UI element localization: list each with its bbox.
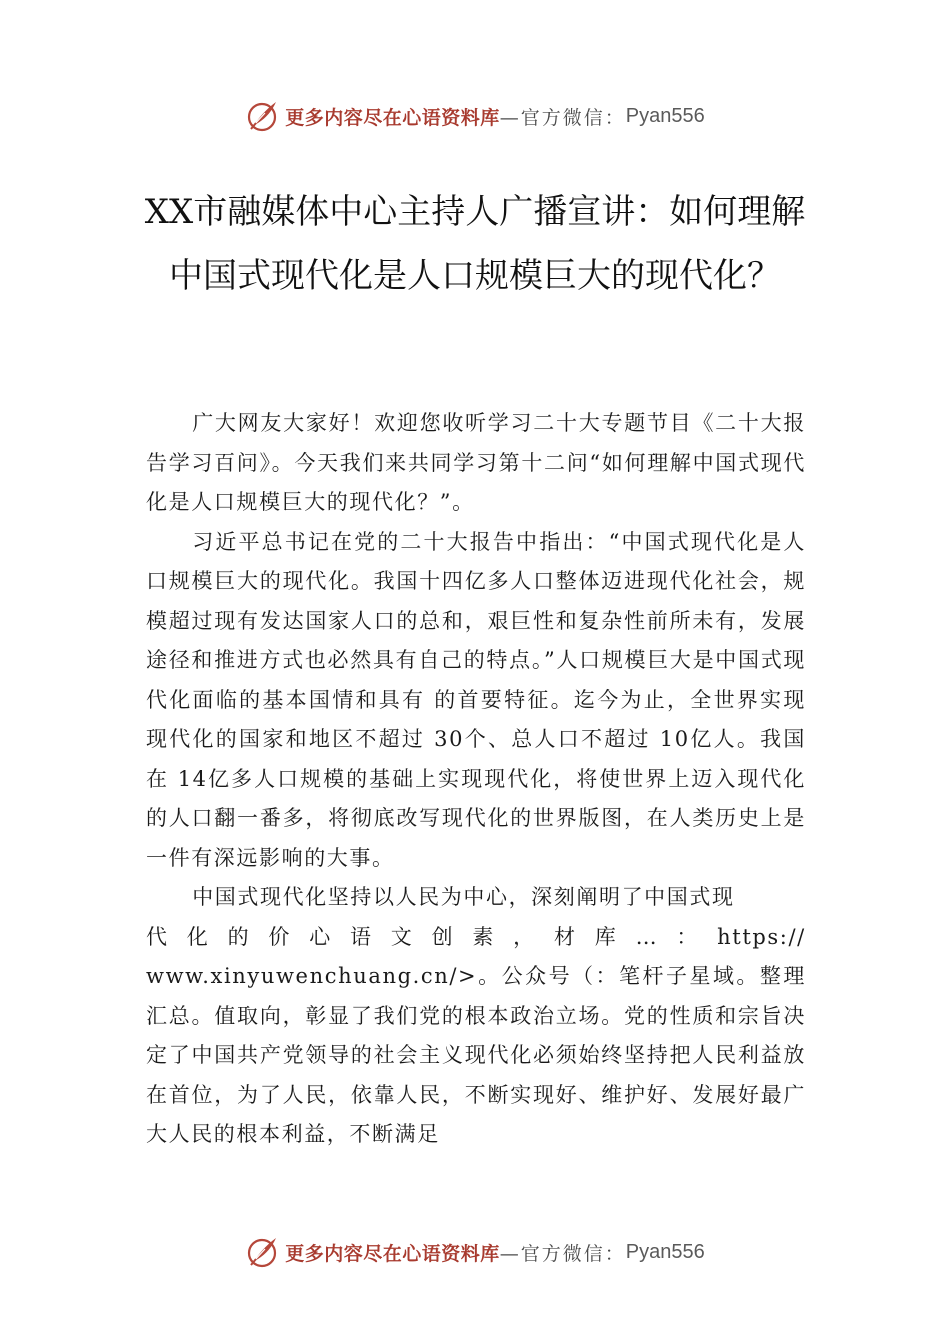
- spread-char: 库: [594, 924, 618, 949]
- spread-char: 代: [146, 924, 169, 949]
- footer-wechat-label: —官方微信：: [499, 1242, 626, 1265]
- spread-char: 材: [553, 924, 577, 949]
- footer-wechat-id: Pyan556: [625, 1240, 705, 1263]
- feather-pen-logo-icon: [245, 1234, 281, 1270]
- header-banner: [0, 96, 950, 136]
- spread-char: 创: [431, 924, 455, 949]
- spread-char: ：: [676, 924, 699, 949]
- banner-wechat-label: —官方微信：: [499, 106, 626, 129]
- spread-char: 文: [390, 924, 414, 949]
- spread-line: [146, 918, 806, 958]
- spread-char: 素: [472, 924, 495, 949]
- spread-char: 心: [309, 924, 332, 949]
- spread-char: 语: [349, 924, 373, 949]
- footer-banner: [0, 1232, 950, 1272]
- banner-wechat-id: Pyan556: [625, 104, 705, 127]
- spread-char: 化: [186, 924, 210, 949]
- spread-char: ，: [513, 924, 536, 949]
- document-title: XX市融媒体中心主持人广播宣讲：如何理解中国式现代化是人口规模巨大的现代化？: [144, 192, 806, 296]
- spread-url-fragment: https://: [717, 924, 806, 949]
- paragraph-2: 习近平总书记在党的二十大报告中指出：“中国式现代化是人口规模巨大的现代化。我国十四亿多人口整体迈进现代化社会，规模超过现有发达国家人口的总和，艰巨性和复杂性前所未有，发展途径和推进方式也必然具有自己的特点。”人口规模巨大是中国式现代化面临的基本国情和具有 的首要特征。迄今为止，全世界实现现代化的国家和地区不超过 30个、总人口不超过 10亿人。我国在 14亿多人口规模的基础上实现现代化，将使世界上迈入现代化的人口翻一番多，将彻底改写现代化的世界版图，在人类历史上是一件有深远影响的大事。: [146, 529, 806, 870]
- paragraph-3: 中国式现代化坚持以人民为中心，深刻阐明了中国式现: [192, 885, 735, 909]
- footer-brand-text: 更多内容尽在心语资料库: [285, 1242, 500, 1265]
- document-body: [146, 404, 806, 1155]
- spread-char: …: [635, 924, 659, 949]
- feather-pen-logo-icon: [245, 98, 281, 134]
- banner-brand-text: 更多内容尽在心语资料库: [285, 106, 500, 129]
- paragraph-3-continuation: www.xinyuwenchuang.cn/>。公众号（：笔杆子星域。整理汇总。值取向，彰显了我们党的根本政治立场。党的性质和宗旨决定了中国共产党领导的社会主义现代化必须始终坚持把人民利益放在首位，为了人民，依靠人民，不断实现好、维护好、发展好最广大人民的根本利益，不断满足: [146, 964, 806, 1146]
- paragraph-1: 广大网友大家好！欢迎您收听学习二十大专题节目《二十大报告学习百问》。今天我们来共同学习第十二问“如何理解中国式现代化是人口规模巨大的现代化？”。: [146, 411, 806, 514]
- spread-char: 价: [268, 924, 291, 949]
- spread-char: 的: [227, 924, 251, 949]
